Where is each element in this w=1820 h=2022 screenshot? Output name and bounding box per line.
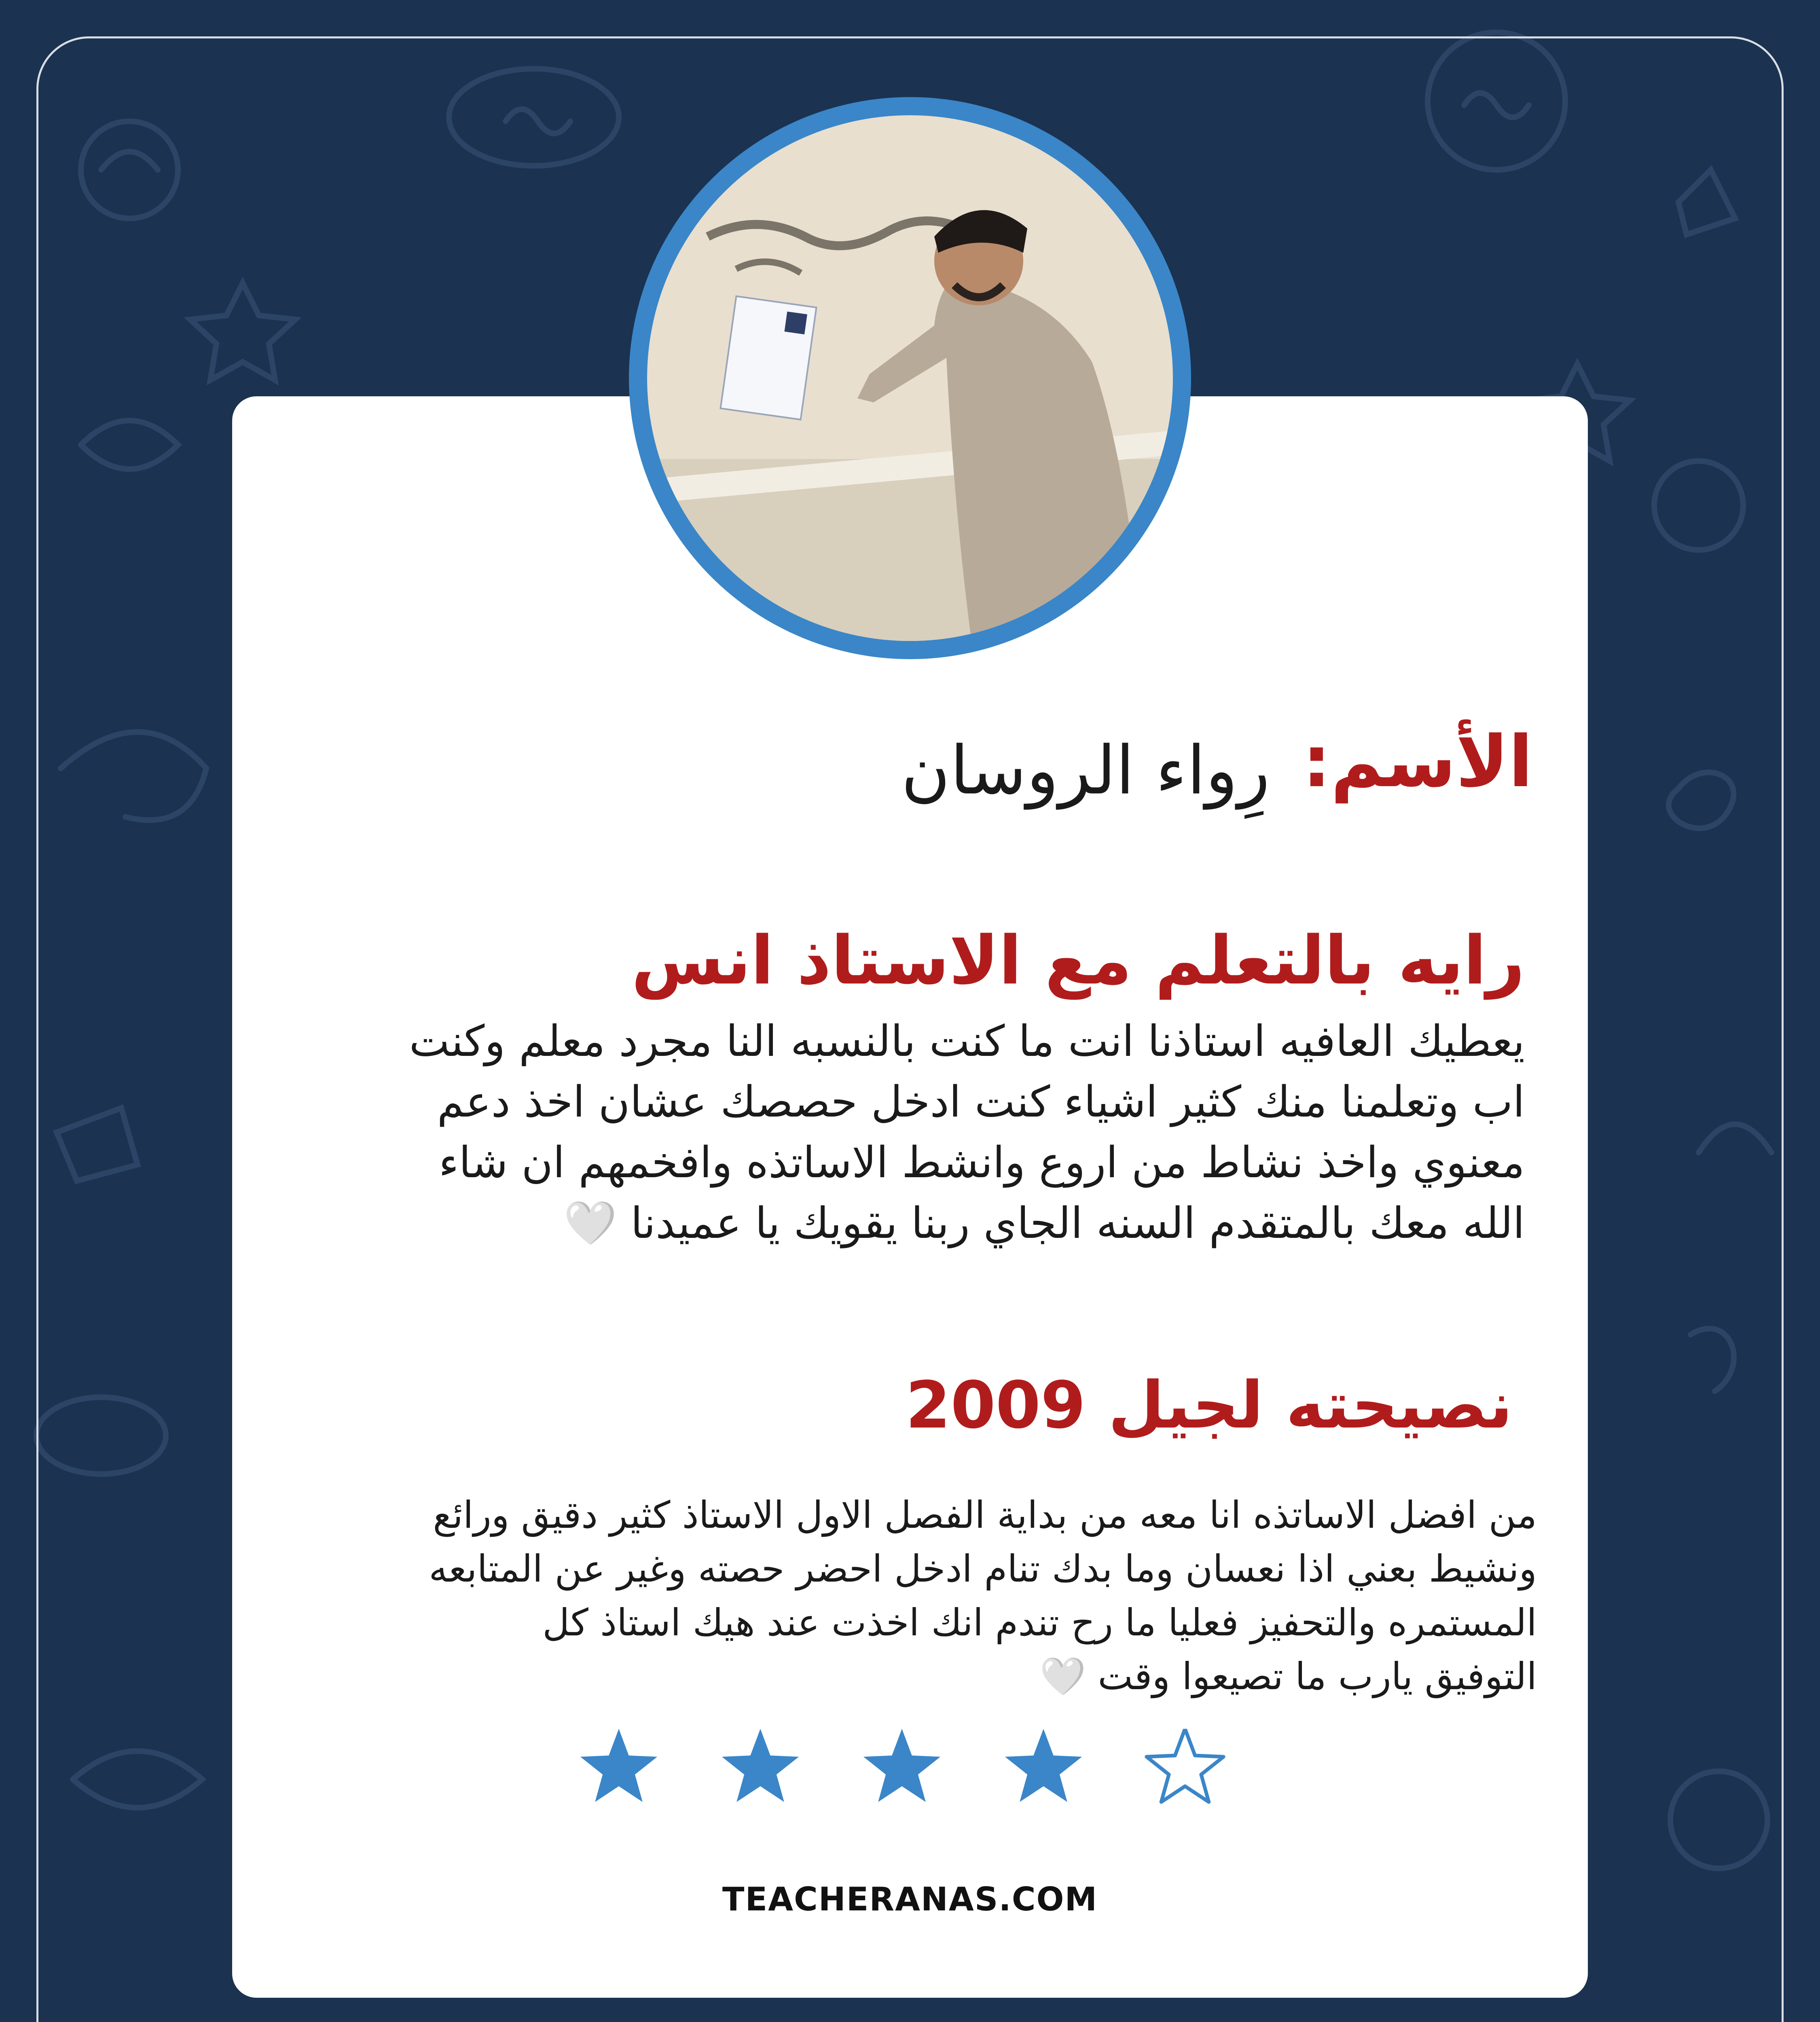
star-icon (1005, 1729, 1082, 1802)
name-label: الأسم: (1302, 721, 1533, 803)
avatar (629, 97, 1191, 659)
star-icon (863, 1729, 940, 1802)
star-icon (1147, 1729, 1223, 1802)
advice-text: من افضل الاساتذه انا معه من بداية الفصل الاول الاستاذ كثير دقيق ورائع ونشيط بعني اذا نعسان وما بدك تنام ادخل احضر حصته وغير عن المتابعه المستمره والتحفيز فعليا ما رح تندم انك اخذت عند هيك استاذ كل التوفيق يارب ما تصيعوا وقت 🤍 (429, 1493, 1537, 1698)
star-icon (722, 1729, 799, 1802)
advice-heading: نصيحته لجيل 2009 (906, 1367, 1513, 1443)
star-icon (580, 1729, 657, 1802)
opinion-text: يعطيك العافيه استاذنا انت ما كنت بالنسبه النا مجرد معلم وكنت اب وتعلمنا منك كثير اشياء كنت ادخل حصصك عشان اخذ دعم معنوي واخذ نشاط من اروع وانشط الاساتذه وافخمهم ان شاء الله معك بالمتقدم السنه الجاي ربنا يقويك يا عميدنا 🤍 (409, 1016, 1525, 1248)
person-holding-certificate-photo (647, 115, 1173, 641)
student-name: رِواء الروسان (901, 732, 1270, 809)
star-rating (578, 1729, 1242, 1810)
opinion-heading: رايه بالتعلم مع الاستاذ انس (631, 922, 1525, 999)
website-link[interactable]: TEACHERANAS.COM (722, 1880, 1098, 1918)
